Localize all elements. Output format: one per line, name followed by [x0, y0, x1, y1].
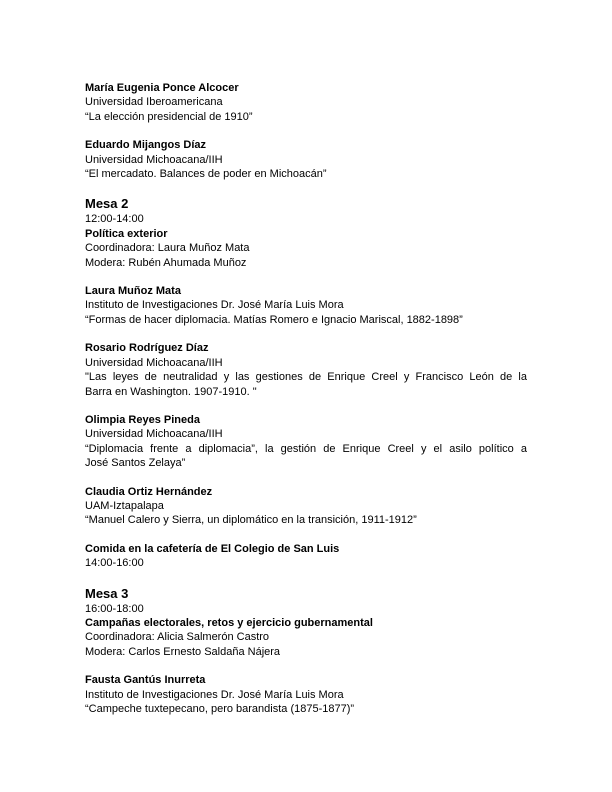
paper-title-line-1: "Las leyes de neutralidad y las gestiones de Enrique Creel y Francisco León de la — [85, 371, 527, 384]
speaker-name: Claudia Ortiz Hernández — [85, 485, 213, 498]
speaker-block — [85, 81, 527, 124]
paper-title: “El mercadato. Balances de poder en Michoacán” — [85, 168, 327, 181]
session-coordinator: Coordinadora: Alicia Salmerón Castro — [85, 631, 270, 644]
speaker-name: Laura Muñoz Mata — [85, 285, 181, 298]
session-coordinator: Coordinadora: Laura Muñoz Mata — [85, 242, 250, 255]
speaker-block — [85, 413, 527, 471]
speaker-name: Olimpia Reyes Pineda — [85, 413, 200, 426]
speaker-block — [85, 341, 527, 399]
speaker-block — [85, 138, 527, 181]
session-topic: Política exterior — [85, 227, 168, 240]
session-time: 12:00-14:00 — [85, 213, 144, 226]
paper-title: “Campeche tuxtepecano, pero barandista (1875-1877)” — [85, 703, 355, 715]
document-content — [85, 81, 527, 730]
session-topic: Campañas electorales, retos y ejercicio gubernamental — [85, 616, 373, 629]
speaker-block — [85, 284, 527, 327]
speaker-name: Eduardo Mijangos Díaz — [85, 139, 207, 152]
session-moderator: Modera: Rubén Ahumada Muñoz — [85, 256, 247, 269]
event-time: 14:00-16:00 — [85, 557, 144, 570]
session-header-block — [85, 585, 527, 660]
speaker-name: Rosario Rodríguez Díaz — [85, 342, 209, 355]
paper-title-line-1: “Diplomacia frente a diplomacia”, la gestión de Enrique Creel y el asilo político a — [85, 442, 527, 455]
speaker-name: Fausta Gantús Inurreta — [85, 674, 206, 687]
speaker-block — [85, 673, 527, 716]
session-header-block — [85, 195, 527, 270]
session-title: Mesa 3 — [85, 585, 129, 601]
speaker-block — [85, 485, 527, 528]
paper-title: “Manuel Calero y Sierra, un diplomático en la transición, 1911-1912” — [85, 514, 417, 527]
speaker-affiliation: Instituto de Investigaciones Dr. José María Luis Mora — [85, 299, 344, 312]
paper-title: “La elección presidencial de 1910” — [85, 110, 253, 123]
paper-title-line-2: Barra en Washington. 1907-1910. " — [85, 385, 257, 398]
speaker-affiliation: Instituto de Investigaciones Dr. José María Luis Mora — [85, 688, 344, 701]
speaker-affiliation: Universidad Michoacana/IIH — [85, 428, 223, 441]
speaker-affiliation: UAM-Iztapalapa — [85, 499, 164, 512]
speaker-affiliation: Universidad Michoacana/IIH — [85, 356, 223, 369]
paper-title-line-2: José Santos Zelaya” — [85, 457, 186, 470]
speaker-name: María Eugenia Ponce Alcocer — [85, 82, 239, 94]
paper-title: “Formas de hacer diplomacia. Matías Romero e Ignacio Mariscal, 1882-1898” — [85, 313, 463, 326]
speaker-affiliation: Universidad Iberoamericana — [85, 96, 223, 109]
session-time: 16:00-18:00 — [85, 602, 144, 615]
lunch-block — [85, 542, 527, 571]
speaker-affiliation: Universidad Michoacana/IIH — [85, 153, 223, 166]
event-title: Comida en la cafetería de El Colegio de San Luis — [85, 542, 340, 555]
session-moderator: Modera: Carlos Ernesto Saldaña Nájera — [85, 645, 281, 658]
session-title: Mesa 2 — [85, 196, 129, 212]
